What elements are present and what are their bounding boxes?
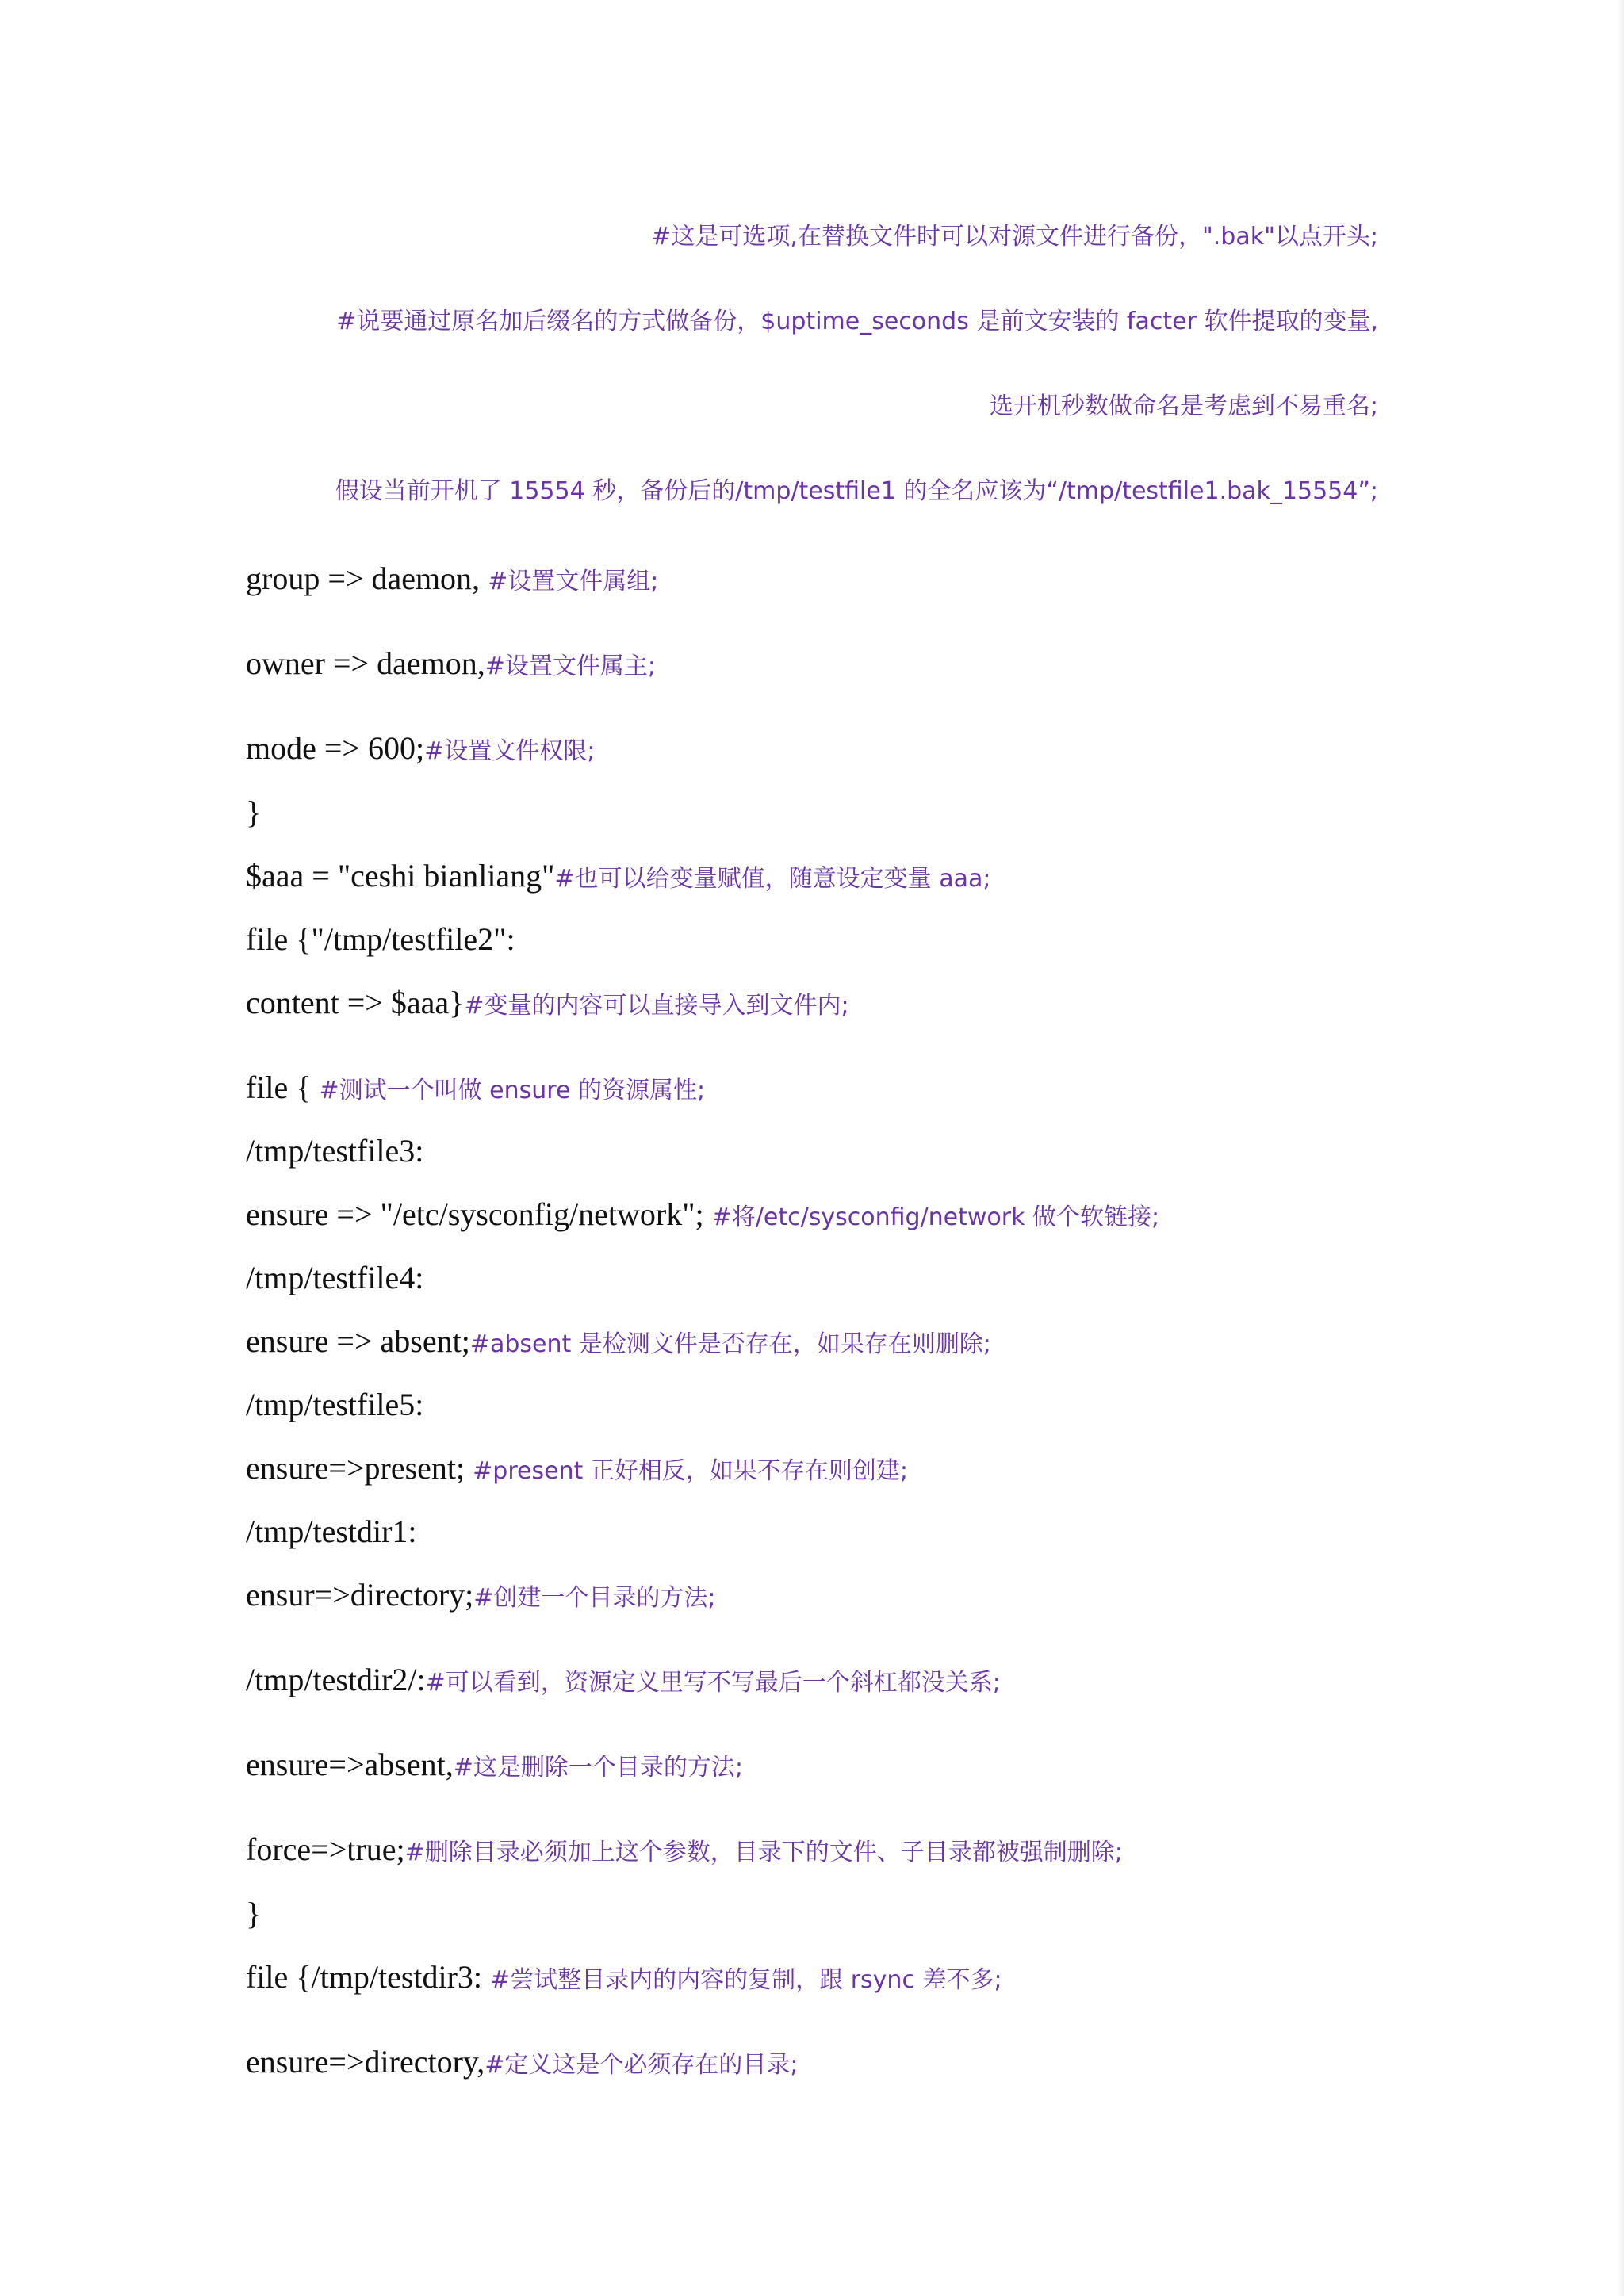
code-line bbox=[246, 1831, 1378, 1867]
comment-text: 选开机秒数做命名是考虑到不易重名; bbox=[989, 392, 1378, 420]
comment-text: #设置文件属主; bbox=[485, 652, 656, 680]
code-text: } bbox=[246, 1896, 262, 1931]
code-line bbox=[246, 1135, 1378, 1167]
comment-line bbox=[246, 477, 1378, 505]
code-line bbox=[246, 1389, 1378, 1421]
code-text: /tmp/testfile3: bbox=[246, 1133, 424, 1169]
comment-text: #也可以给变量赋值，随意设定变量 aaa; bbox=[554, 865, 991, 893]
code-text: /tmp/testfile4: bbox=[246, 1260, 424, 1295]
comment-text: #尝试整目录内的内容的复制，跟 rsync 差不多; bbox=[490, 1966, 1002, 1994]
comment-text: #设置文件权限; bbox=[424, 737, 596, 765]
code-text: mode => 600; bbox=[246, 730, 425, 766]
code-text: file { bbox=[246, 1070, 320, 1105]
code-text: group => daemon, bbox=[246, 561, 488, 596]
code-line bbox=[246, 2046, 1378, 2078]
code-text: ensure => absent; bbox=[246, 1323, 470, 1359]
code-line bbox=[246, 563, 1378, 595]
code-line bbox=[246, 1898, 1378, 1930]
code-line bbox=[246, 1513, 1378, 1549]
code-line bbox=[246, 1664, 1378, 1696]
code-line bbox=[246, 1262, 1378, 1294]
code-text: $aaa = "ceshi bianliang" bbox=[246, 858, 555, 894]
code-text: ensure=>absent, bbox=[246, 1747, 454, 1782]
comment-text: #变量的内容可以直接导入到文件内; bbox=[464, 992, 849, 1020]
comment-text: #删除目录必须加上这个参数，目录下的文件、子目录都被强制删除; bbox=[404, 1839, 1123, 1866]
code-line bbox=[246, 1452, 1378, 1484]
code-line bbox=[246, 645, 1378, 681]
code-line bbox=[246, 1749, 1378, 1781]
code-line bbox=[246, 1196, 1378, 1232]
comment-text: #测试一个叫做 ensure 的资源属性; bbox=[319, 1077, 706, 1104]
comment-text: 假设当前开机了 15554 秒，备份后的/tmp/testfile1 的全名应该为“/tmp/testfile1.bak_15554”; bbox=[335, 477, 1378, 505]
code-line bbox=[246, 730, 1378, 766]
code-text: owner => daemon, bbox=[246, 645, 485, 681]
comment-text: #定义这是个必须存在的目录; bbox=[485, 2051, 799, 2079]
comment-text: #present 正好相反，如果不存在则创建; bbox=[473, 1457, 908, 1485]
code-line bbox=[246, 1072, 1378, 1104]
code-text: /tmp/testfile5: bbox=[246, 1387, 424, 1422]
code-text: ensure=>directory, bbox=[246, 2044, 485, 2080]
comment-text: #这是可选项,在替换文件时可以对源文件进行备份，".bak"以点开头; bbox=[651, 223, 1378, 251]
code-line bbox=[246, 921, 1378, 957]
code-line bbox=[246, 1579, 1378, 1611]
code-text: /tmp/testdir2/: bbox=[246, 1662, 426, 1697]
comment-line bbox=[246, 310, 1378, 334]
code-line bbox=[246, 1961, 1378, 1993]
comment-text: #说要通过原名加后缀名的方式做备份，$uptime_seconds 是前文安装的 facter 软件提取的变量, bbox=[336, 308, 1378, 335]
comment-line bbox=[246, 392, 1378, 420]
code-text: /tmp/testdir1: bbox=[246, 1513, 417, 1549]
page-edge-shadow bbox=[1618, 0, 1624, 2296]
comment-text: #可以看到，资源定义里写不写最后一个斜杠都没关系; bbox=[425, 1669, 1001, 1697]
code-text: file {/tmp/testdir3: bbox=[246, 1959, 491, 1995]
comment-text: #absent 是检测文件是否存在，如果存在则删除; bbox=[469, 1330, 991, 1358]
comment-line bbox=[246, 225, 1378, 249]
code-text: file {"/tmp/testfile2": bbox=[246, 921, 515, 957]
code-text: ensur=>directory; bbox=[246, 1577, 474, 1613]
code-line bbox=[246, 794, 1378, 830]
code-text: ensure=>present; bbox=[246, 1450, 473, 1486]
comment-text: #将/etc/sysconfig/network 做个软链接; bbox=[711, 1203, 1160, 1231]
code-text: force=>true; bbox=[246, 1831, 405, 1867]
comment-text: #这是删除一个目录的方法; bbox=[453, 1754, 743, 1781]
comment-text: #创建一个目录的方法; bbox=[473, 1584, 716, 1612]
code-text: content => $aaa} bbox=[246, 985, 465, 1020]
code-line bbox=[246, 860, 1378, 892]
code-text: } bbox=[246, 794, 262, 830]
code-line bbox=[246, 987, 1378, 1019]
code-text: ensure => "/etc/sysconfig/network"; bbox=[246, 1196, 712, 1232]
comment-text: #设置文件属组; bbox=[488, 568, 659, 595]
code-line bbox=[246, 1323, 1378, 1359]
